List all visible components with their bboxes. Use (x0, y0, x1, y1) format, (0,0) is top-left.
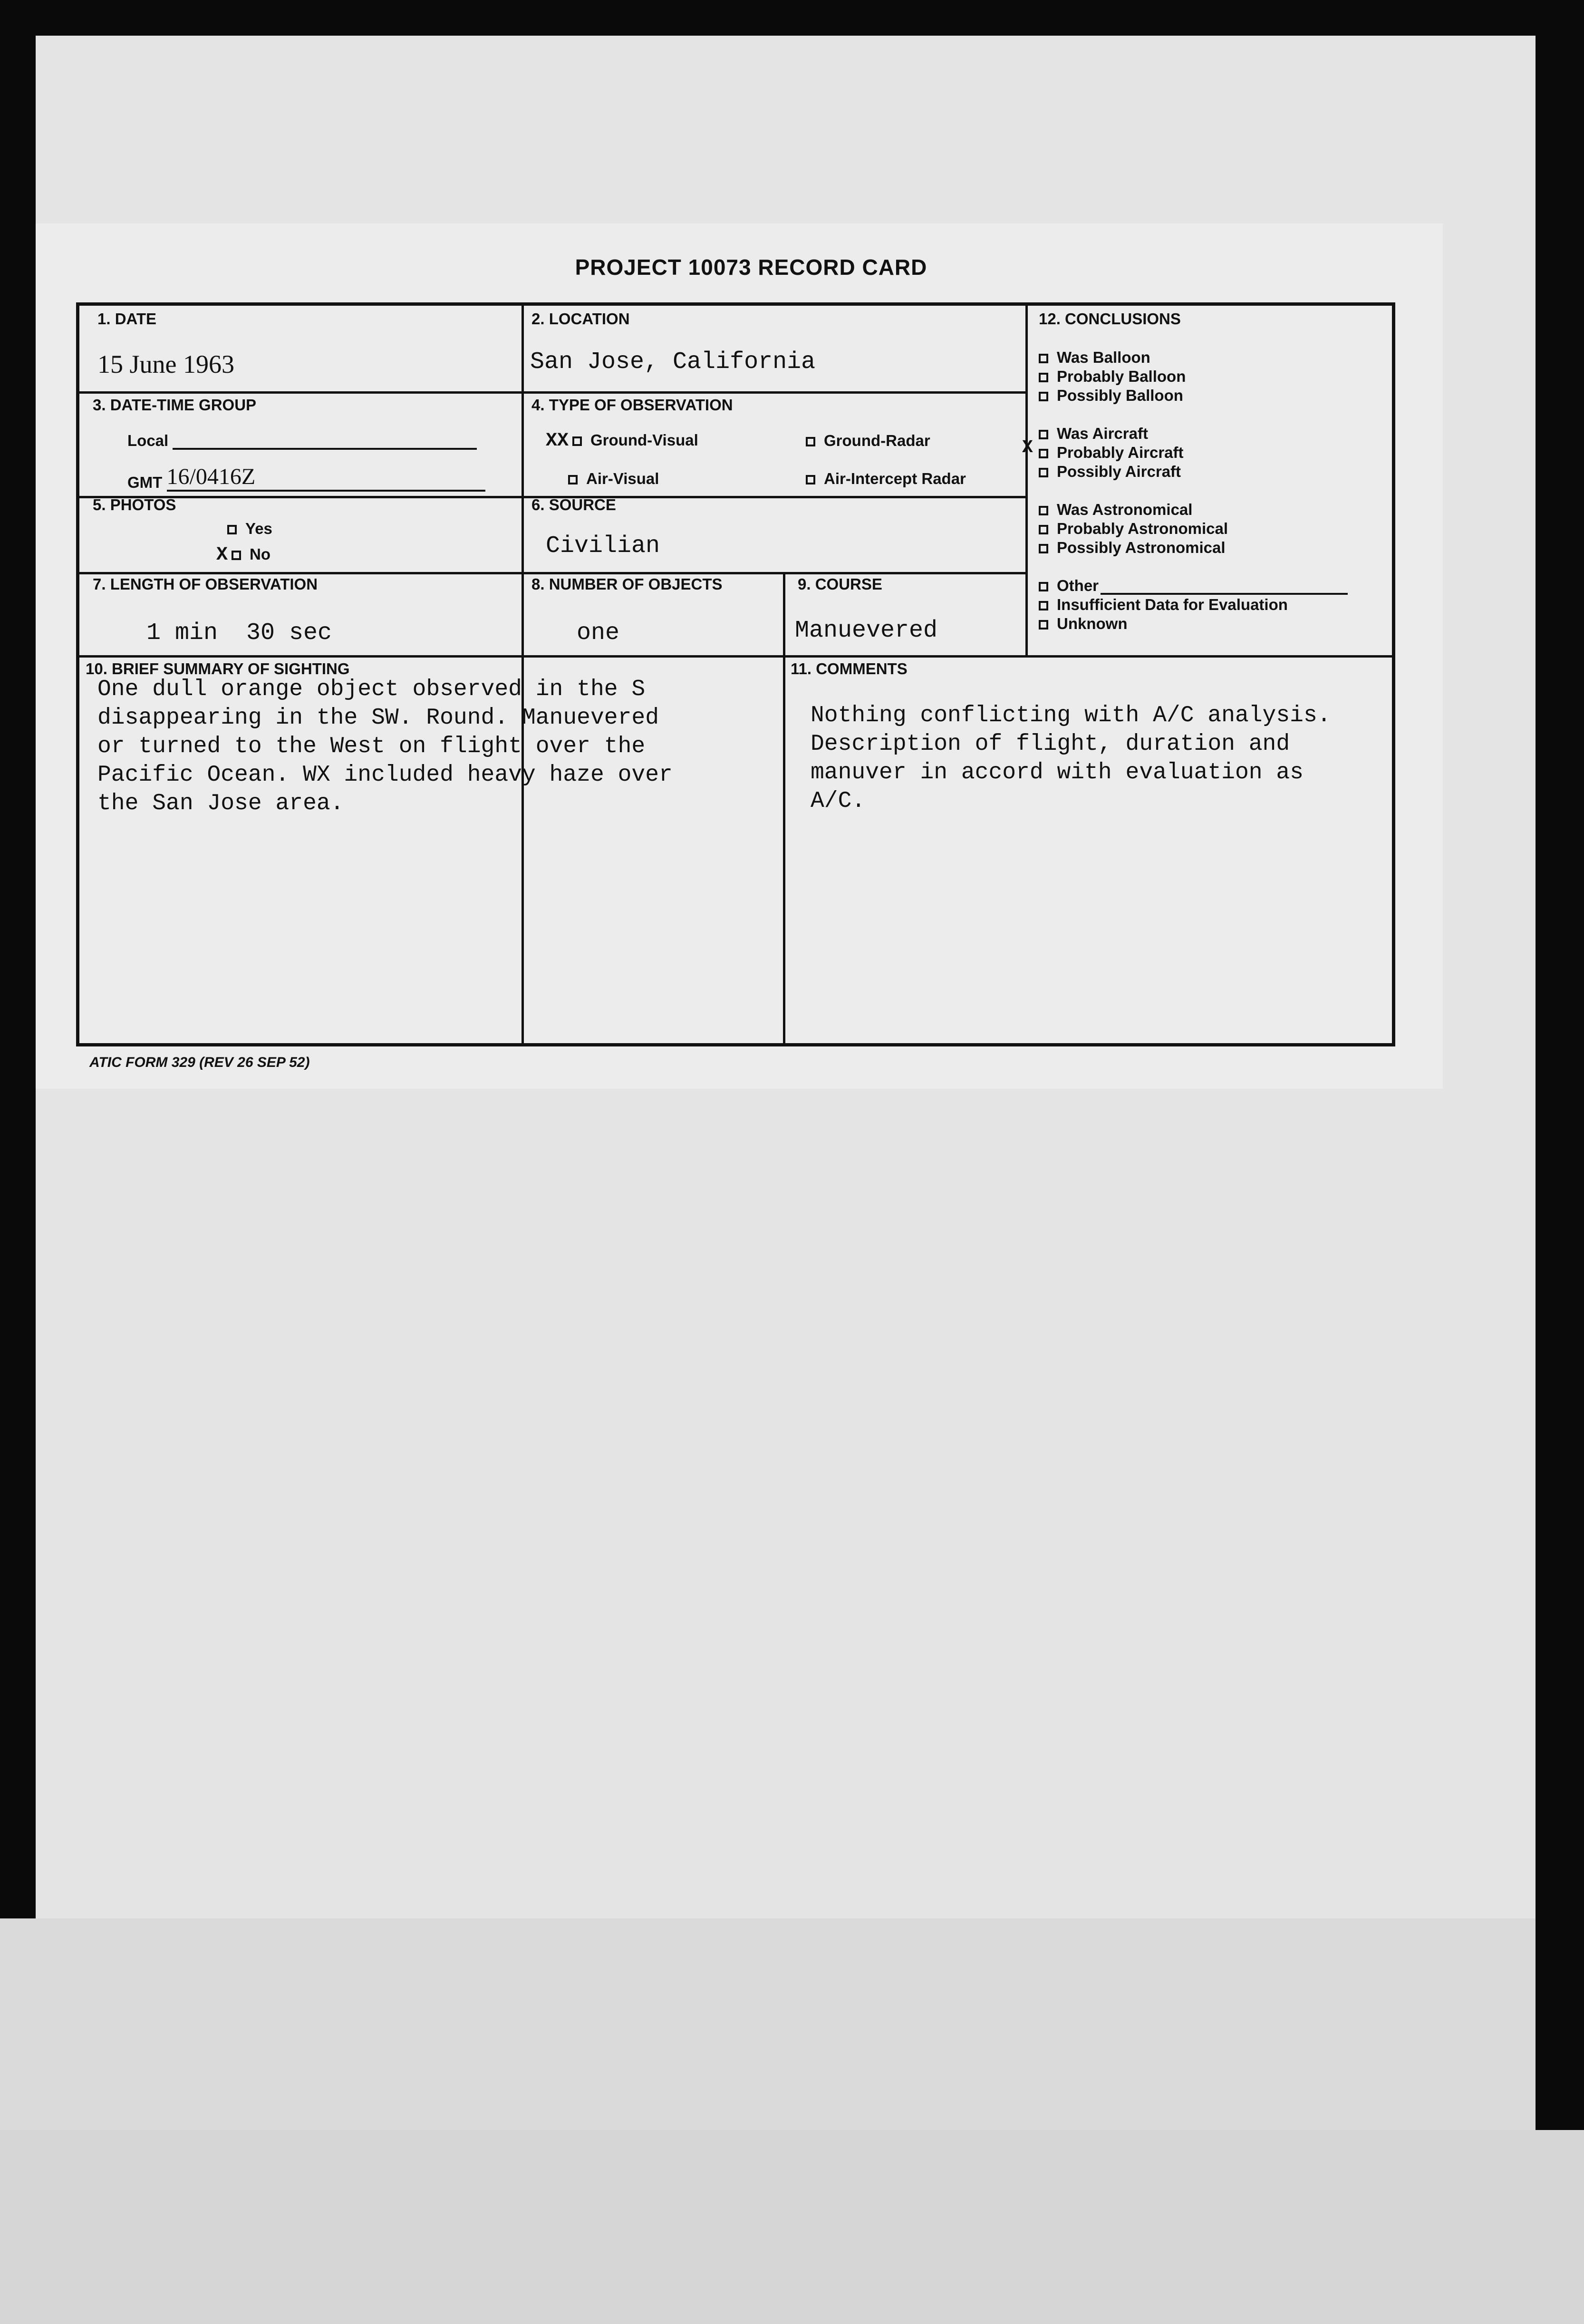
conclusion-checkbox (1039, 373, 1048, 382)
source-value: Civilian (546, 533, 660, 560)
objects-label: 8. NUMBER OF OBJECTS (531, 575, 723, 593)
col-divider-2 (1025, 306, 1028, 655)
conclusion-text: Was Astronomical (1057, 501, 1193, 518)
conclusion-text: Was Balloon (1057, 349, 1150, 366)
conclusion-text: Possibly Astronomical (1057, 539, 1226, 556)
comments-line: A/C. (811, 788, 866, 814)
conclusion-item (1039, 387, 1183, 405)
conclusion-checkbox (1039, 449, 1048, 458)
conclusion-checkbox (1039, 601, 1048, 610)
row-divider-3 (79, 572, 1025, 574)
obs-ground-radar-checkbox (806, 437, 815, 446)
obs-air-visual-text: Air-Visual (586, 470, 659, 487)
bottom-margin (0, 2130, 1584, 2324)
photos-yes (227, 520, 272, 538)
photos-yes-text: Yes (245, 520, 272, 537)
dtg-label: 3. DATE-TIME GROUP (93, 396, 257, 414)
obs-ground-radar (806, 432, 930, 450)
comments-line: manuver in accord with evaluation as (811, 760, 1304, 785)
row-divider-4 (79, 655, 1394, 658)
card-title: PROJECT 10073 RECORD CARD (575, 255, 927, 280)
conclusion-text: Other (1057, 577, 1099, 594)
summary-line: Pacific Ocean. WX included heavy haze over (97, 762, 673, 788)
conclusion-text: Insufficient Data for Evaluation (1057, 596, 1288, 613)
conclusion-text: Possibly Aircraft (1057, 463, 1181, 480)
conclusion-checkbox (1039, 354, 1048, 363)
conclusion-item (1039, 368, 1186, 386)
obs-ground-visual-checkbox (572, 436, 582, 446)
col-divider-3 (783, 572, 785, 1045)
obs-air-visual (568, 470, 659, 488)
row-divider-1 (79, 391, 1025, 394)
conclusion-item (1039, 539, 1226, 557)
obs-air-intercept-checkbox (806, 475, 815, 484)
course-value: Manuevered (795, 617, 938, 644)
source-label: 6. SOURCE (531, 496, 616, 513)
conclusions-label: 12. CONCLUSIONS (1039, 310, 1181, 328)
obs-air-intercept-text: Air-Intercept Radar (824, 470, 966, 487)
dtg-gmt-value: 16/0416Z (167, 464, 485, 492)
dtg-local-value (173, 448, 477, 450)
location-value: San Jose, California (530, 349, 816, 376)
photos-no (216, 544, 270, 566)
date-label: 1. DATE (97, 310, 157, 328)
objects-value: one (577, 620, 620, 647)
obs-air-visual-checkbox (568, 475, 578, 484)
photos-no-text: No (250, 545, 271, 563)
comments-line: Description of flight, duration and (811, 731, 1290, 757)
photos-label: 5. PHOTOS (93, 496, 176, 513)
conclusion-item (1039, 596, 1288, 614)
conclusion-item (1039, 463, 1181, 481)
conclusion-text: Was Aircraft (1057, 425, 1148, 442)
conclusion-text: Probably Aircraft (1057, 444, 1184, 461)
length-label: 7. LENGTH OF OBSERVATION (93, 575, 318, 593)
conclusion-text: Probably Balloon (1057, 368, 1186, 385)
form-footer: ATIC FORM 329 (REV 26 SEP 52) (89, 1055, 310, 1070)
summary-text (97, 675, 673, 818)
dtg-local-row (127, 432, 477, 450)
photos-yes-checkbox (227, 525, 237, 534)
observation-type-label: 4. TYPE OF OBSERVATION (531, 396, 733, 414)
conclusion-item (1039, 349, 1150, 367)
course-label: 9. COURSE (798, 575, 882, 593)
location-label: 2. LOCATION (531, 310, 630, 328)
conclusion-checkbox (1039, 468, 1048, 477)
comments-label: 11. COMMENTS (791, 660, 908, 678)
dtg-gmt-label: GMT (127, 474, 163, 491)
conclusion-item (1039, 577, 1348, 595)
conclusion-item (1039, 444, 1184, 462)
obs-ground-radar-text: Ground-Radar (824, 432, 930, 449)
obs-ground-visual (546, 430, 698, 452)
conclusion-checkbox (1039, 620, 1048, 629)
summary-line: One dull orange object observed in the S (97, 677, 646, 702)
obs-ground-visual-text: Ground-Visual (590, 431, 698, 449)
conclusion-probably-aircraft-mark: X (1022, 437, 1033, 458)
conclusion-text: Possibly Balloon (1057, 387, 1183, 404)
dtg-local-label: Local (127, 432, 169, 449)
obs-air-intercept (806, 470, 966, 488)
comments-text (811, 701, 1331, 815)
summary-label: 10. BRIEF SUMMARY OF SIGHTING (86, 660, 350, 678)
length-value: 1 min 30 sec (146, 620, 332, 647)
conclusion-checkbox (1039, 506, 1048, 515)
conclusion-item (1039, 425, 1148, 443)
date-value: 15 June 1963 (97, 350, 234, 378)
dtg-gmt-row (127, 464, 485, 492)
conclusion-checkbox (1039, 582, 1048, 591)
summary-line: disappearing in the SW. Round. Manuevered (97, 705, 659, 731)
photos-no-mark: X (216, 544, 228, 566)
summary-line: the San Jose area. (97, 791, 344, 816)
conclusion-checkbox (1039, 392, 1048, 401)
comments-line: Nothing conflicting with A/C analysis. (811, 703, 1331, 728)
obs-ground-visual-mark: XX (546, 430, 569, 452)
conclusion-checkbox (1039, 544, 1048, 553)
conclusion-item (1039, 501, 1192, 519)
conclusion-item (1039, 520, 1228, 538)
conclusion-other-line (1101, 593, 1348, 595)
photos-no-checkbox (232, 551, 241, 560)
conclusion-checkbox (1039, 525, 1048, 534)
conclusion-checkbox (1039, 430, 1048, 439)
conclusion-item (1039, 615, 1127, 633)
summary-line: or turned to the West on flight over the (97, 734, 646, 759)
conclusion-text: Unknown (1057, 615, 1128, 632)
conclusion-text: Probably Astronomical (1057, 520, 1228, 537)
